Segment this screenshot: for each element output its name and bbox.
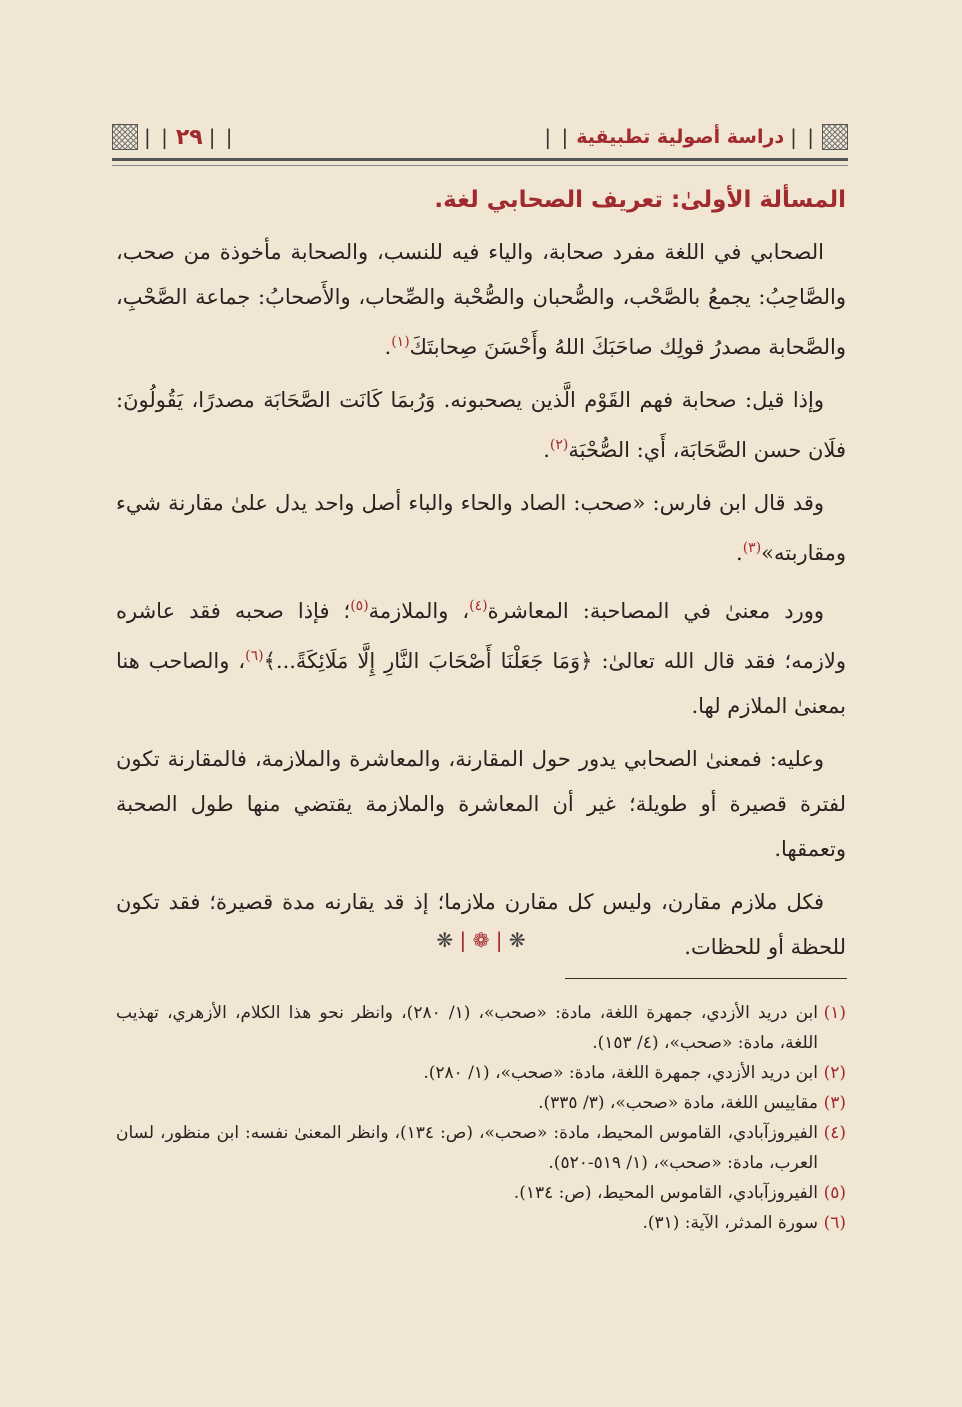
footnote-number: (٥)	[823, 1183, 846, 1203]
paragraph-text: .	[736, 541, 743, 565]
footnote	[116, 1088, 846, 1118]
footnote-text: ابن دريد الأزدي، جمهرة اللغة، مادة: «صحب»، (١/ ٢٨٠).	[423, 1063, 818, 1083]
footnote-text: سورة المدثر، الآية: (٣١).	[642, 1213, 818, 1233]
section-heading: المسألة الأولىٰ: تعريف الصحابي لغة.	[434, 187, 846, 213]
paragraph-text: ، والملازمة	[368, 599, 470, 623]
footnote-ref[interactable]: (٦)	[245, 648, 264, 664]
paragraph-text: الصحابي في اللغة مفرد صحابة، والياء فيه للنسب، والصحابة مأخوذة من صحب، والصَّاحِبُ: يجمعُ بالصَّحْب، والصُّحبان والصُّحْبة والصِّحاب، والأَصحابُ: جماعة الصَّحْبِ، والصَّحابة مصدرُ قولِك صاحَبَكَ اللهُ وأَحْسَنَ صِحابتَكَ	[116, 240, 846, 359]
footnote-number: (٣)	[823, 1093, 846, 1113]
paragraph-text: ؛ فإذا صحبه فقد عاشره ولازمه؛ فقد قال الله تعالىٰ: ﴿وَمَا جَعَلْنَا أَصْحَابَ النَّارِ إِلَّا مَلَائِكَةً...﴾	[116, 599, 846, 673]
ornament-icon	[822, 124, 848, 150]
footnotes	[116, 998, 846, 1238]
footnote-ref[interactable]: (٣)	[742, 540, 762, 556]
main-text	[116, 180, 846, 978]
footnote-ref[interactable]: (١)	[391, 334, 410, 350]
footnote-ref[interactable]: (٢)	[549, 437, 569, 453]
paragraph	[116, 481, 846, 576]
header-separator: | |	[208, 125, 235, 149]
paragraph	[116, 737, 846, 872]
footnote-number: (٢)	[823, 1063, 846, 1083]
header-title: دراسة أصولية تطبيقية	[576, 126, 785, 148]
footnote-text: ابن دريد الأزدي، جمهرة اللغة، مادة: «صحب»، (١/ ٢٨٠)، وانظر نحو هذا الكلام، الأزهري، تهذيب اللغة، مادة: «صحب»، (٤/ ١٥٣).	[116, 1003, 818, 1053]
ornament-icon	[112, 124, 138, 150]
star-ornament-icon: ❋	[436, 928, 454, 952]
paragraph	[116, 880, 846, 970]
footnote-number: (١)	[823, 1003, 846, 1023]
running-header	[112, 120, 848, 154]
paragraph-text: وعليه: فمعنىٰ الصحابي يدور حول المقارنة، والمعاشرة والملازمة، فالمقارنة تكون لفترة قصيرة أو طويلة؛ غير أن المعاشرة والملازمة يقتضي منها طول الصحبة وتعمقها.	[116, 747, 846, 861]
paragraph-text: .	[384, 335, 392, 359]
footnote-text: الفيروزآبادي، القاموس المحيط، (ص: ١٣٤).	[513, 1183, 818, 1203]
paragraph-text: فكل ملازم مقارن، وليس كل مقارن ملازما؛ إذ قد يقارنه مدة قصيرة؛ فقد تكون للحظة أو للحظات.	[116, 890, 846, 959]
paragraph	[116, 230, 846, 370]
header-separator: | |	[790, 125, 816, 149]
flower-ornament-icon: ❁	[472, 928, 490, 952]
paragraph-text: وقد قال ابن فارس: «صحب: الصاد والحاء والباء أصل واحد يدل علىٰ مقارنة شيء ومقاربته»	[116, 491, 846, 565]
paragraph-text: وورد معنىٰ في المصاحبة: المعاشرة	[487, 599, 824, 623]
paragraph	[116, 378, 846, 473]
star-ornament-icon: ❋	[508, 928, 526, 952]
footnote	[116, 998, 846, 1058]
header-rule	[112, 158, 848, 166]
header-page-group	[112, 124, 235, 150]
footnote-number: (٤)	[823, 1123, 846, 1143]
footnote-text: الفيروزآبادي، القاموس المحيط، مادة: «صحب»، (ص: ١٣٤)، وانظر المعنىٰ نفسه: ابن منظور، لسان العرب، مادة: «صحب»، (١/ ٥١٩-٥٢٠).	[116, 1123, 818, 1173]
section-end-ornament: ❋ | ❁ | ❋	[436, 928, 526, 952]
paragraph-text: وإذا قيل: صحابة فهم القَوْم الَّذين يصحبونه. وَرُبمَا كَانَت الصَّحَابَة مصدرًا، يَقُولُونَ: فلَان حسن الصَّحَابَة، أَي: الصُّحْبَة	[116, 388, 846, 462]
footnote	[116, 1178, 846, 1208]
header-separator: | |	[144, 125, 170, 149]
footnote	[116, 1208, 846, 1238]
footnote	[116, 1058, 846, 1088]
footnote-ref[interactable]: (٥)	[350, 598, 369, 614]
footnote	[116, 1118, 846, 1178]
header-separator: | |	[544, 125, 571, 149]
paragraphs	[116, 230, 846, 970]
footnote-ref[interactable]: (٤)	[469, 598, 488, 614]
footnote-number: (٦)	[823, 1213, 846, 1233]
footnote-text: مقاييس اللغة، مادة «صحب»، (٣/ ٣٣٥).	[538, 1093, 818, 1113]
paragraph-text: .	[543, 438, 550, 462]
paragraph-text: ، والصاحب هنا بمعنىٰ الملازم لها.	[116, 649, 846, 718]
paragraph	[116, 584, 846, 729]
footnote-rule	[565, 978, 847, 979]
header-title-group	[544, 124, 848, 150]
page-number: ٢٩	[175, 124, 203, 150]
